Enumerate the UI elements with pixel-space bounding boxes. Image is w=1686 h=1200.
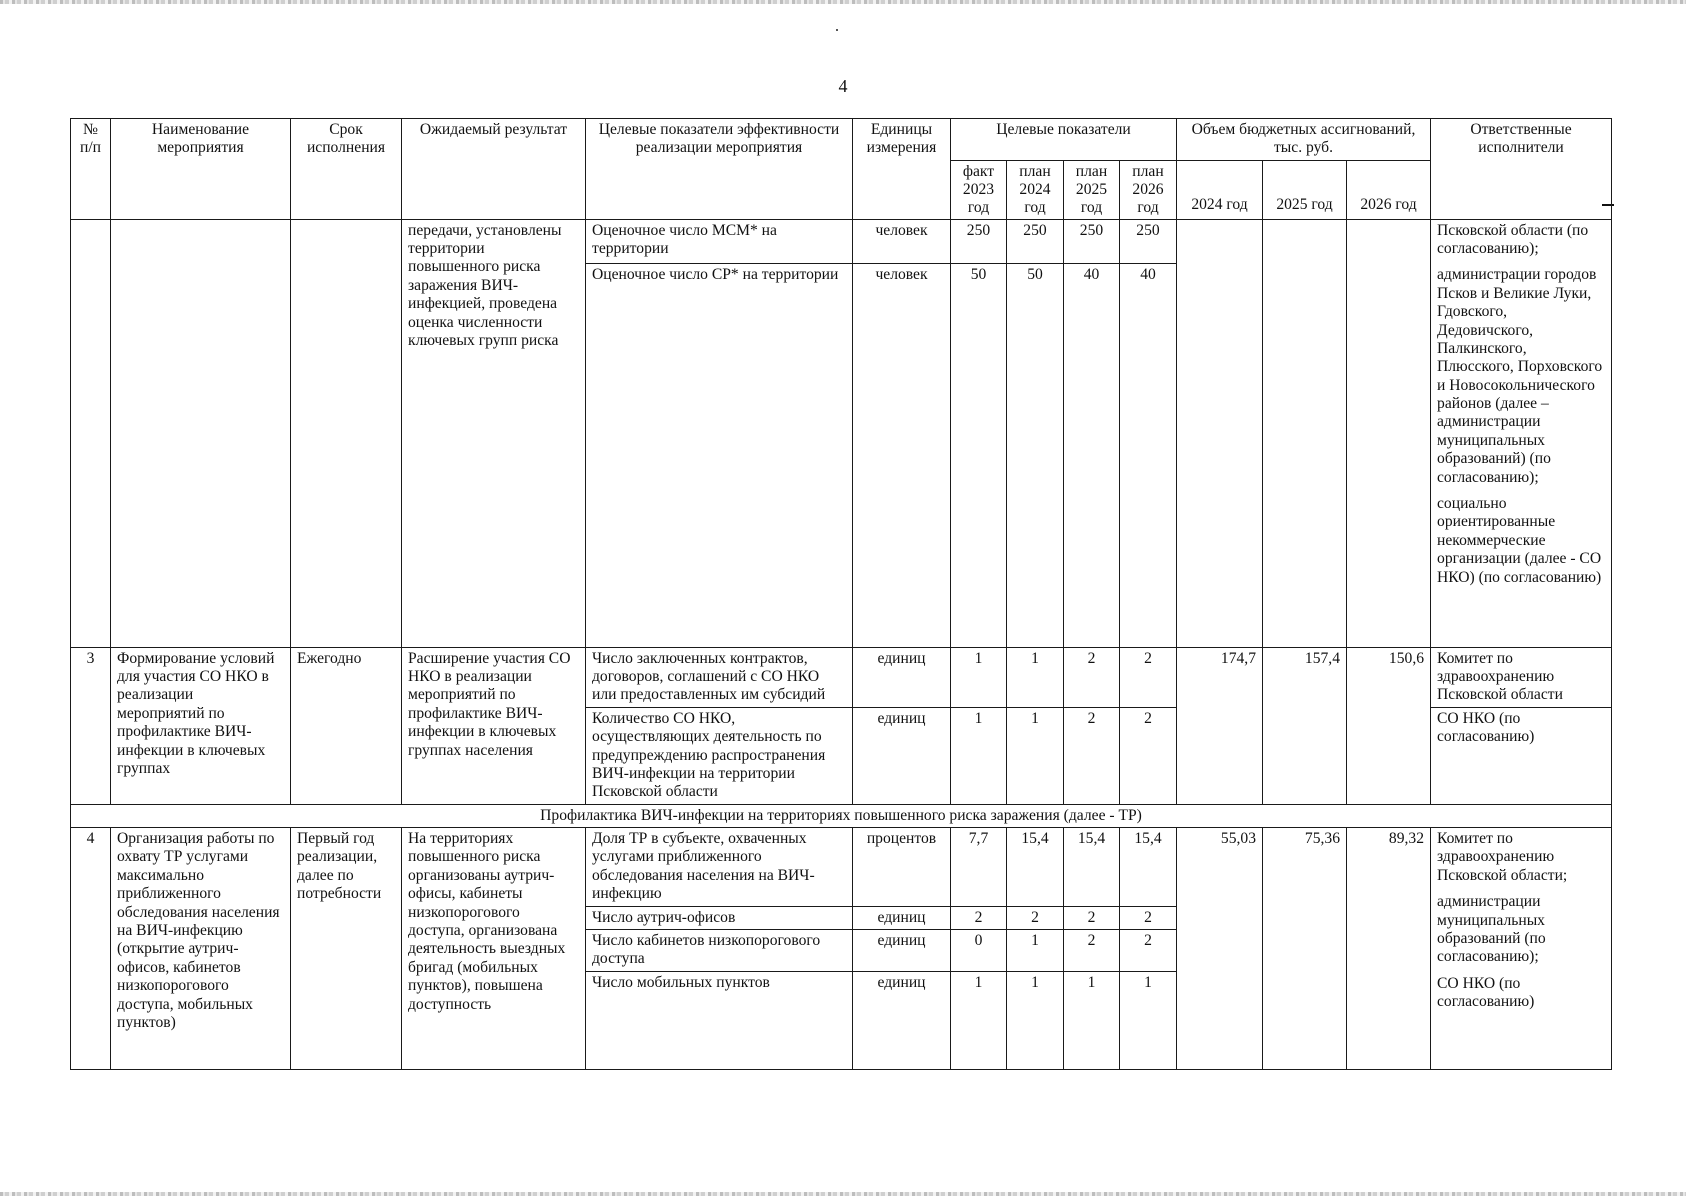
cont-budget-2025 <box>1263 219 1347 647</box>
value-2024: 15,4 <box>1007 828 1064 907</box>
value-2026: 2 <box>1120 930 1177 972</box>
value-2023: 0 <box>951 930 1007 972</box>
header-num: № п/п <box>71 119 111 220</box>
row4-term: Первый год реализации, далее по потребности <box>291 828 402 1070</box>
cont-name <box>111 219 291 647</box>
header-term: Срок исполнения <box>291 119 402 220</box>
value-2026: 250 <box>1120 219 1177 263</box>
indicator-name: Число заключенных контрактов, договоров, соглашений с СО НКО или предоставленных им субсидий <box>586 647 853 707</box>
header-budget-2024: 2024 год <box>1177 160 1263 219</box>
value-2023: 1 <box>951 647 1007 707</box>
row3-budget-2026: 150,6 <box>1347 647 1431 804</box>
indicator-name: Число кабинетов низкопорогового доступа <box>586 930 853 972</box>
row4-responsible <box>1431 828 1612 1070</box>
indicator-unit: единиц <box>853 906 951 929</box>
value-2026: 1 <box>1120 971 1177 1069</box>
indicator-unit: человек <box>853 263 951 647</box>
responsible-item: администрации городов Псков и Великие Луки, Гдовского, Дедовичского, Палкинского, Плюсского, Порховского и Новосокольнического районов (далее – администрации муниципальных образований) (по согласованию); <box>1437 266 1603 486</box>
indicator-unit: единиц <box>853 930 951 972</box>
value-2025: 1 <box>1064 971 1120 1069</box>
row3-responsible-1: Комитет по здравоохранению Псковской области <box>1431 647 1612 707</box>
cont-result: передачи, установлены территории повышенного риска заражения ВИЧ-инфекцией, проведена оценка численности ключевых групп риска <box>402 219 586 647</box>
row4-budget-2026: 89,32 <box>1347 828 1431 1070</box>
value-2025: 2 <box>1064 930 1120 972</box>
header-row-1 <box>71 119 1612 161</box>
scan-speck <box>836 29 838 31</box>
cont-num <box>71 219 111 647</box>
value-2026: 40 <box>1120 263 1177 647</box>
value-2024: 1 <box>1007 930 1064 972</box>
header-budget-2025: 2025 год <box>1263 160 1347 219</box>
header-year-2023: факт 2023 год <box>951 160 1007 219</box>
responsible-item: социально ориентированные некоммерческие организации (далее - СО НКО) (по согласованию) <box>1437 495 1602 586</box>
row3-budget-2024: 174,7 <box>1177 647 1263 804</box>
responsible-item: Псковской области (по согласованию); <box>1437 221 1589 257</box>
cont-responsible <box>1431 219 1612 647</box>
indicator-name: Доля ТР в субъекте, охваченных услугами приближенного обследования населения на ВИЧ-инфекцию <box>586 828 853 907</box>
header-budget: Объем бюджетных ассигнований, тыс. руб. <box>1177 119 1431 161</box>
indicator-name: Оценочное число МСМ* на территории <box>586 219 853 263</box>
scan-edge-bottom <box>0 1192 1686 1196</box>
value-2025: 2 <box>1064 647 1120 707</box>
value-2026: 2 <box>1120 647 1177 707</box>
value-2023: 2 <box>951 906 1007 929</box>
value-2026: 15,4 <box>1120 828 1177 907</box>
value-2025: 15,4 <box>1064 828 1120 907</box>
section-title: Профилактика ВИЧ-инфекции на территориях повышенного риска заражения (далее - ТР) <box>71 804 1612 827</box>
value-2024: 1 <box>1007 647 1064 707</box>
value-2024: 50 <box>1007 263 1064 647</box>
responsible-item: администрации муниципальных образований (по согласованию); <box>1437 893 1546 966</box>
value-2023: 50 <box>951 263 1007 647</box>
value-2024: 250 <box>1007 219 1064 263</box>
row3-term: Ежегодно <box>291 647 402 804</box>
row4-name: Организация работы по охвату ТР услугами максимально приближенного обследования населения на ВИЧ-инфекцию (открытие аутрич-офисов, кабинетов низкопорогового доступа, мобильных пунктов) <box>111 828 291 1070</box>
row3-budget-2025: 157,4 <box>1263 647 1347 804</box>
value-2023: 1 <box>951 971 1007 1069</box>
header-targets: Целевые показатели <box>951 119 1177 161</box>
responsible-item: Комитет по здравоохранению Псковской области; <box>1437 830 1568 884</box>
page-number: 4 <box>838 76 848 96</box>
row4-budget-2025: 75,36 <box>1263 828 1347 1070</box>
indicator-unit: единиц <box>853 707 951 804</box>
indicator-name: Оценочное число СР* на территории <box>586 263 853 647</box>
responsible-item: СО НКО (по согласованию) <box>1437 974 1535 1011</box>
row3-name: Формирование условий для участия СО НКО в реализации мероприятий по профилактике ВИЧ-инфекции в ключевых группах <box>111 647 291 804</box>
header-responsible: Ответственные исполнители <box>1431 119 1612 220</box>
row4-num: 4 <box>71 828 111 1070</box>
value-2023: 250 <box>951 219 1007 263</box>
indicator-name: Количество СО НКО, осуществляющих деятельность по предупреждению распространения ВИЧ-инфекции на территории Псковской области <box>586 707 853 804</box>
indicator-unit: единиц <box>853 647 951 707</box>
indicator-unit: единиц <box>853 971 951 1069</box>
table-row <box>71 828 1612 907</box>
indicator-unit: человек <box>853 219 951 263</box>
header-indicators: Целевые показатели эффективности реализации мероприятия <box>586 119 853 220</box>
header-units: Единицы измерения <box>853 119 951 220</box>
value-2026: 2 <box>1120 707 1177 804</box>
cont-budget-2024 <box>1177 219 1263 647</box>
cont-budget-2026 <box>1347 219 1431 647</box>
table-row <box>71 219 1612 263</box>
row4-budget-2024: 55,03 <box>1177 828 1263 1070</box>
header-result: Ожидаемый результат <box>402 119 586 220</box>
indicator-unit: процентов <box>853 828 951 907</box>
table-row <box>71 647 1612 707</box>
value-2023: 7,7 <box>951 828 1007 907</box>
indicator-name: Число аутрич-офисов <box>586 906 853 929</box>
header-year-2026: план 2026 год <box>1120 160 1177 219</box>
value-2024: 1 <box>1007 707 1064 804</box>
header-year-2024: план 2024 год <box>1007 160 1064 219</box>
value-2023: 1 <box>951 707 1007 804</box>
header-year-2025: план 2025 год <box>1064 160 1120 219</box>
scan-edge-top <box>0 0 1686 4</box>
row3-responsible-2: СО НКО (по согласованию) <box>1431 707 1612 804</box>
activities-table <box>70 118 1612 1070</box>
value-2025: 40 <box>1064 263 1120 647</box>
row3-result: Расширение участия СО НКО в реализации мероприятий по профилактике ВИЧ-инфекции в ключевых группах населения <box>402 647 586 804</box>
value-2026: 2 <box>1120 906 1177 929</box>
header-budget-2026: 2026 год <box>1347 160 1431 219</box>
value-2025: 250 <box>1064 219 1120 263</box>
value-2025: 2 <box>1064 906 1120 929</box>
section-row <box>71 804 1612 827</box>
value-2024: 2 <box>1007 906 1064 929</box>
row3-num: 3 <box>71 647 111 804</box>
indicator-name: Число мобильных пунктов <box>586 971 853 1069</box>
row4-result: На территориях повышенного риска организованы аутрич-офисы, кабинеты низкопорогового доступа, организована деятельность выездных бригад (мобильных пунктов), повышена доступность <box>402 828 586 1070</box>
value-2025: 2 <box>1064 707 1120 804</box>
cont-term <box>291 219 402 647</box>
header-name: Наименование мероприятия <box>111 119 291 220</box>
value-2024: 1 <box>1007 971 1064 1069</box>
